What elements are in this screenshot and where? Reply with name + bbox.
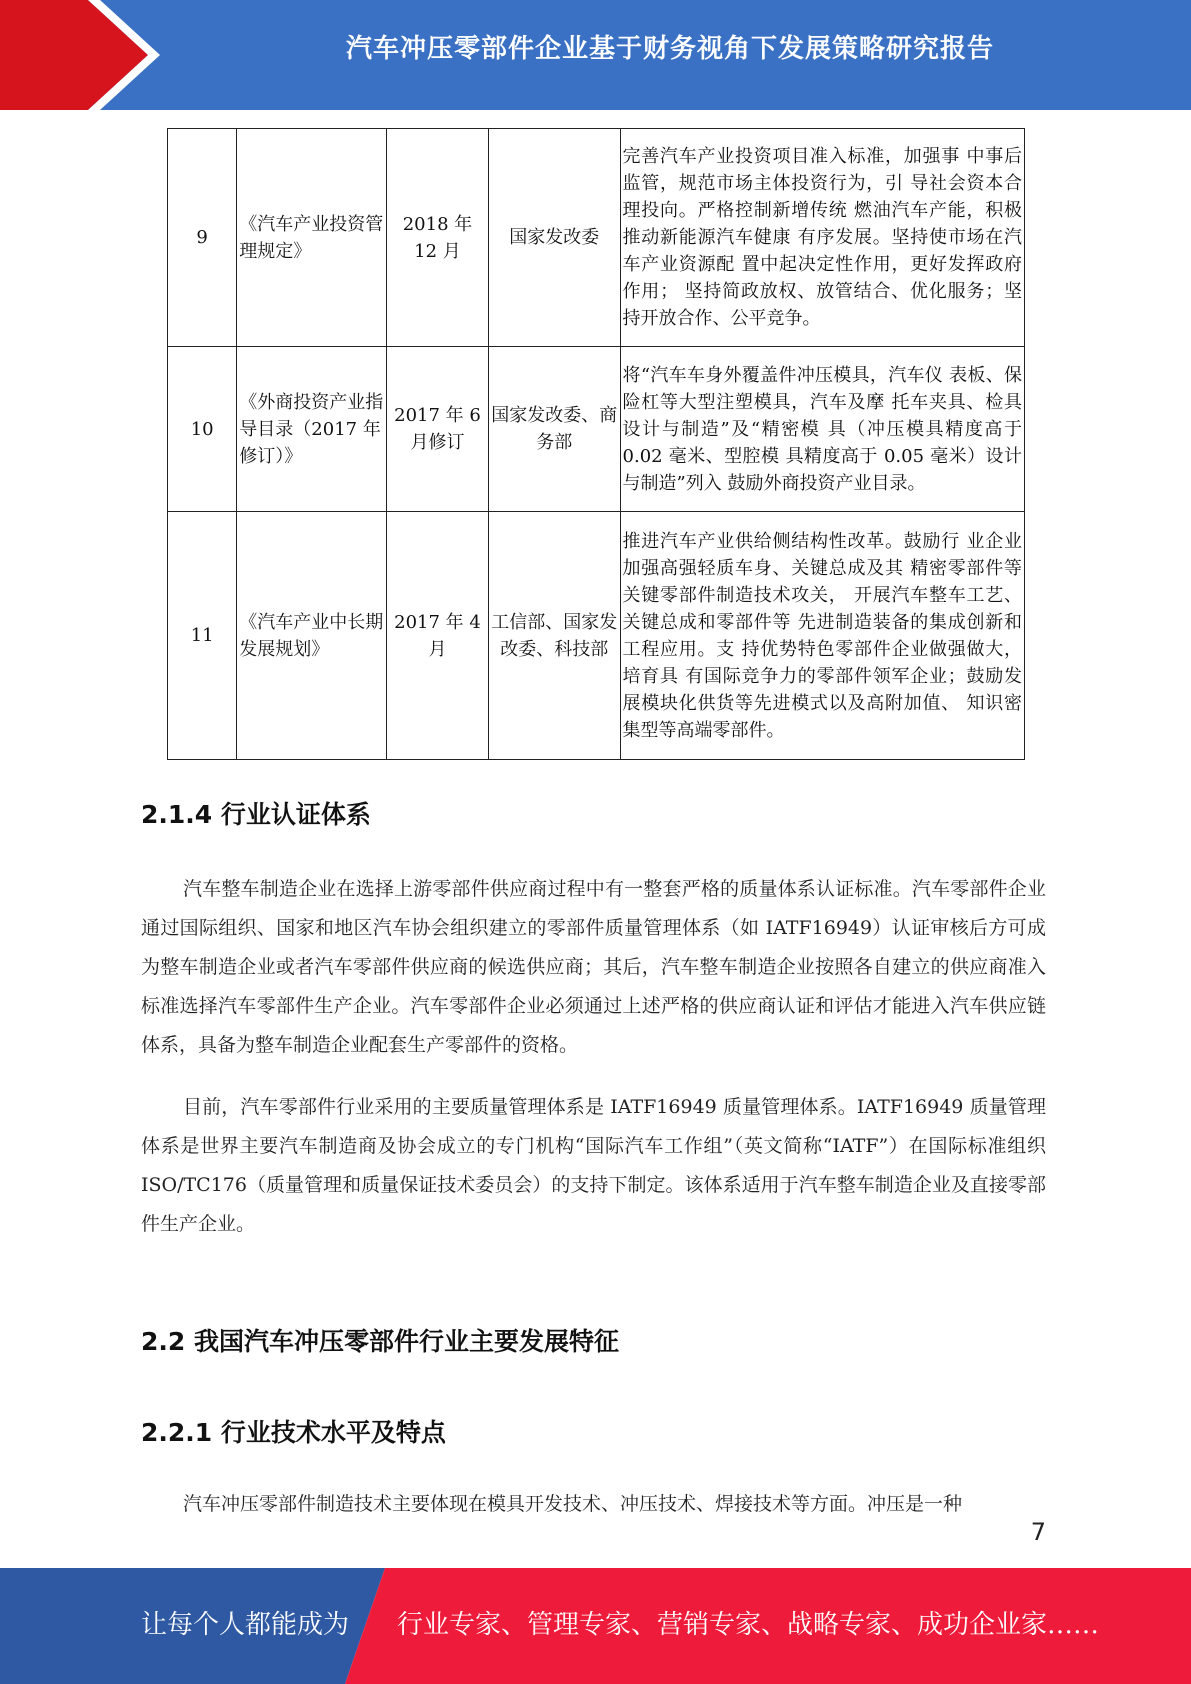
issuing-department: 工信部、国家发改委、科技部	[489, 512, 620, 760]
paragraph: 汽车整车制造企业在选择上游零部件供应商过程中有一整套严格的质量体系认证标准。汽车零部件企业通过国际组织、国家和地区汽车协会组织建立的零部件质量管理体系（如 IATF16949）认证审核后方可成为整车制造企业或者汽车零部件供应商的候选供应商；其后，汽车整车制造企业按照各自建立的供应商准入标准选择汽车零部件生产企业。汽车零部件企业必须通过上述严格的供应商认证和评估才能进入汽车供应链体系，具备为整车制造企业配套生产零部件的资格。	[141, 878, 1046, 1056]
policy-name: 《外商投资产业指导目录（2017 年修订）》	[237, 347, 387, 512]
table-row	[168, 129, 1025, 347]
header-chevron-decoration	[0, 0, 160, 110]
row-number: 9	[168, 129, 237, 347]
issue-date: 2017 年 4 月	[386, 512, 488, 760]
table-row	[168, 512, 1025, 760]
issue-date: 2018 年 12 月	[386, 129, 488, 347]
paragraph: 汽车冲压零部件制造技术主要体现在模具开发技术、冲压技术、焊接技术等方面。冲压是一种	[183, 1493, 963, 1515]
section-heading-2-2-1: 2.2.1 行业技术水平及特点	[141, 1418, 446, 1447]
policy-table	[167, 128, 1025, 760]
paragraph: 目前，汽车零部件行业采用的主要质量管理体系是 IATF16949 质量管理体系。IATF16949 质量管理体系是世界主要汽车制造商及协会成立的专门机构“国际汽车工作组”（英文简称“IATF”）在国际标准组织 ISO/TC176（质量管理和质量保证技术委员会）的支持下制定。该体系适用于汽车整车制造企业及直接零部件生产企业。	[141, 1096, 1046, 1235]
policy-name: 《汽车产业投资管理规定》	[237, 129, 387, 347]
page-header	[0, 0, 1191, 110]
table-row	[168, 347, 1025, 512]
page-number: 7	[1030, 1518, 1046, 1546]
footer-slogan-left: 让每个人都能成为	[141, 1610, 350, 1640]
header-title: 汽车冲压零部件企业基于财务视角下发展策略研究报告	[345, 34, 994, 64]
issue-date: 2017 年 6 月修订	[386, 347, 488, 512]
section-heading-2-1-4: 2.1.4 行业认证体系	[141, 800, 371, 829]
policy-content: 将“汽车车身外覆盖件冲压模具，汽车仪 表板、保险杠等大型注塑模具，汽车及摩 托车夹具、检具设计与制造”及“精密模 具（冲压模具精度高于 0.02 毫米、型腔模 具精度高于 0.05 毫米）设计与制造”列入 鼓励外商投资产业目录。	[620, 347, 1024, 512]
row-number: 10	[168, 347, 237, 512]
policy-content: 推进汽车产业供给侧结构性改革。鼓励行 业企业加强高强轻质车身、关键总成及其 精密零部件等关键零部件制造技术攻关， 开展汽车整车工艺、关键总成和零部件等 先进制造装备的集成创新和工程应用。支 持优势特色零部件企业做强做大，培育具 有国际竞争力的零部件领军企业；鼓励发 展模块化供货等先进模式以及高附加值、 知识密集型等高端零部件。	[620, 512, 1024, 760]
policy-name: 《汽车产业中长期发展规划》	[237, 512, 387, 760]
issuing-department: 国家发改委	[489, 129, 620, 347]
footer-slogan-right: 行业专家、管理专家、营销专家、战略专家、成功企业家……	[397, 1610, 1100, 1640]
issuing-department: 国家发改委、商务部	[489, 347, 620, 512]
policy-content: 完善汽车产业投资项目准入标准，加强事 中事后监管，规范市场主体投资行为，引 导社会资本合理投向。严格控制新增传统 燃油汽车产能，积极推动新能源汽车健康 有序发展。坚持使市场在汽车产业资源配 置中起决定性作用，更好发挥政府作用； 坚持简政放权、放管结合、优化服务；坚 持开放合作、公平竞争。	[620, 129, 1024, 347]
section-heading-2-2: 2.2 我国汽车冲压零部件行业主要发展特征	[141, 1327, 619, 1356]
row-number: 11	[168, 512, 237, 760]
page-footer	[0, 1568, 1191, 1684]
